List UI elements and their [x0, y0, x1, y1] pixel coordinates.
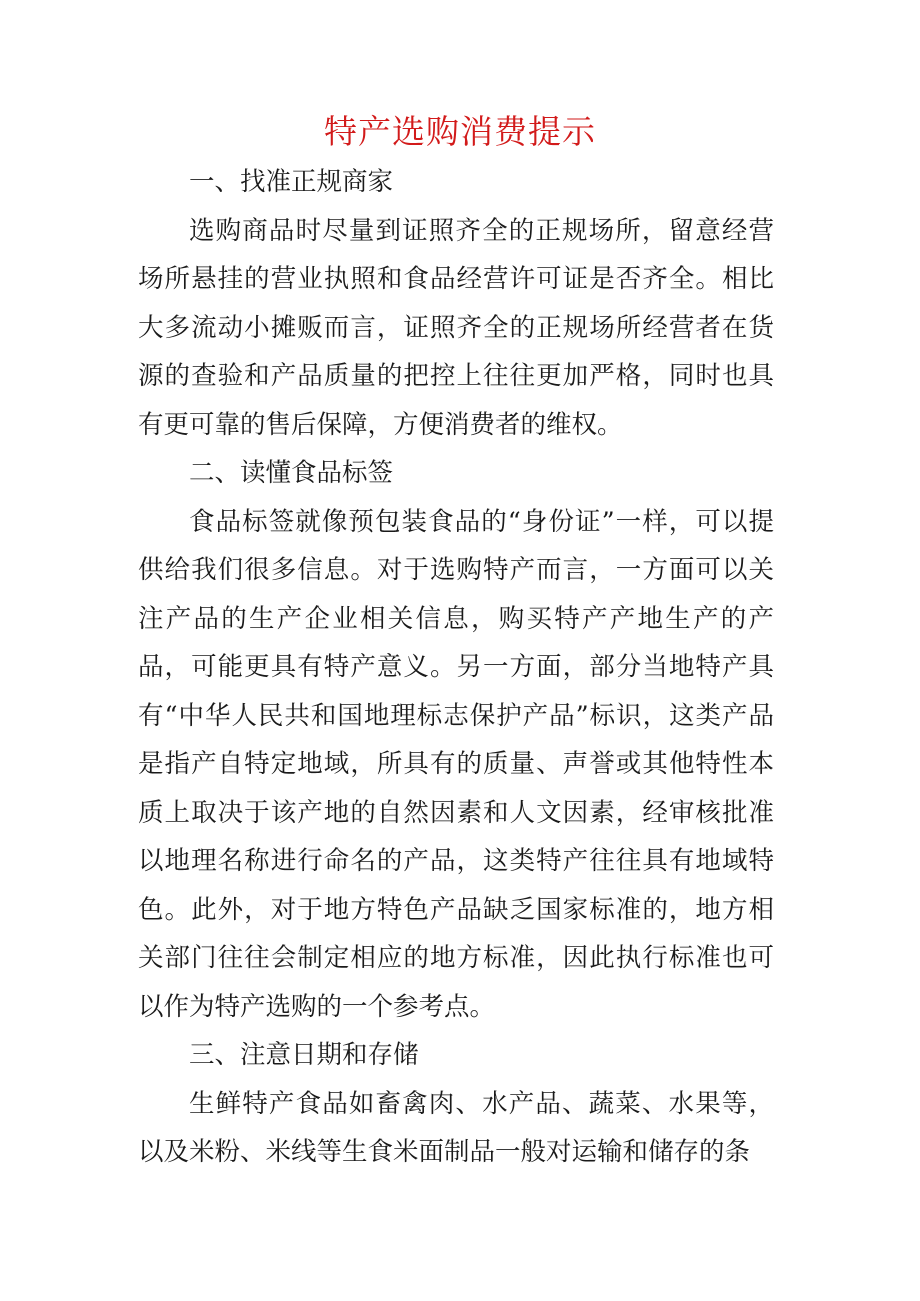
- section-heading-3: 三、注意日期和存储: [189, 1040, 419, 1070]
- section-heading-2: 二、读懂食品标签: [189, 458, 394, 488]
- section-paragraph-3: 生鲜特产食品如畜禽肉、水产品、蔬菜、水果等，以及米粉、米线等生食米面制品一般对运输和储存的条: [138, 1088, 774, 1167]
- document-body: [138, 158, 774, 1177]
- section-heading-1: 一、找准正规商家: [189, 167, 394, 197]
- section-paragraph-1: 选购商品时尽量到证照齐全的正规场所，留意经营场所悬挂的营业执照和食品经营许可证是否齐全。相比大多流动小摊贩而言，证照齐全的正规场所经营者在货源的查验和产品质量的把控上往往更加严格，同时也具有更可靠的售后保障，方便消费者的维权。: [138, 215, 774, 440]
- page-title: 特产选购消费提示: [324, 112, 596, 151]
- section-paragraph-2: 食品标签就像预包装食品的“身份证”一样，可以提供给我们很多信息。对于选购特产而言，一方面可以关注产品的生产企业相关信息，购买特产产地生产的产品，可能更具有特产意义。另一方面，部分当地特产具有“中华人民共和国地理标志保护产品”标识，这类产品是指产自特定地域，所具有的质量、声誉或其他特性本质上取决于该产地的自然因素和人文因素，经审核批准以地理名称进行命名的产品，这类特产往往具有地域特色。此外，对于地方特色产品缺乏国家标准的，地方相关部门往往会制定相应的地方标准，因此执行标准也可以作为特产选购的一个参考点。: [138, 506, 774, 1022]
